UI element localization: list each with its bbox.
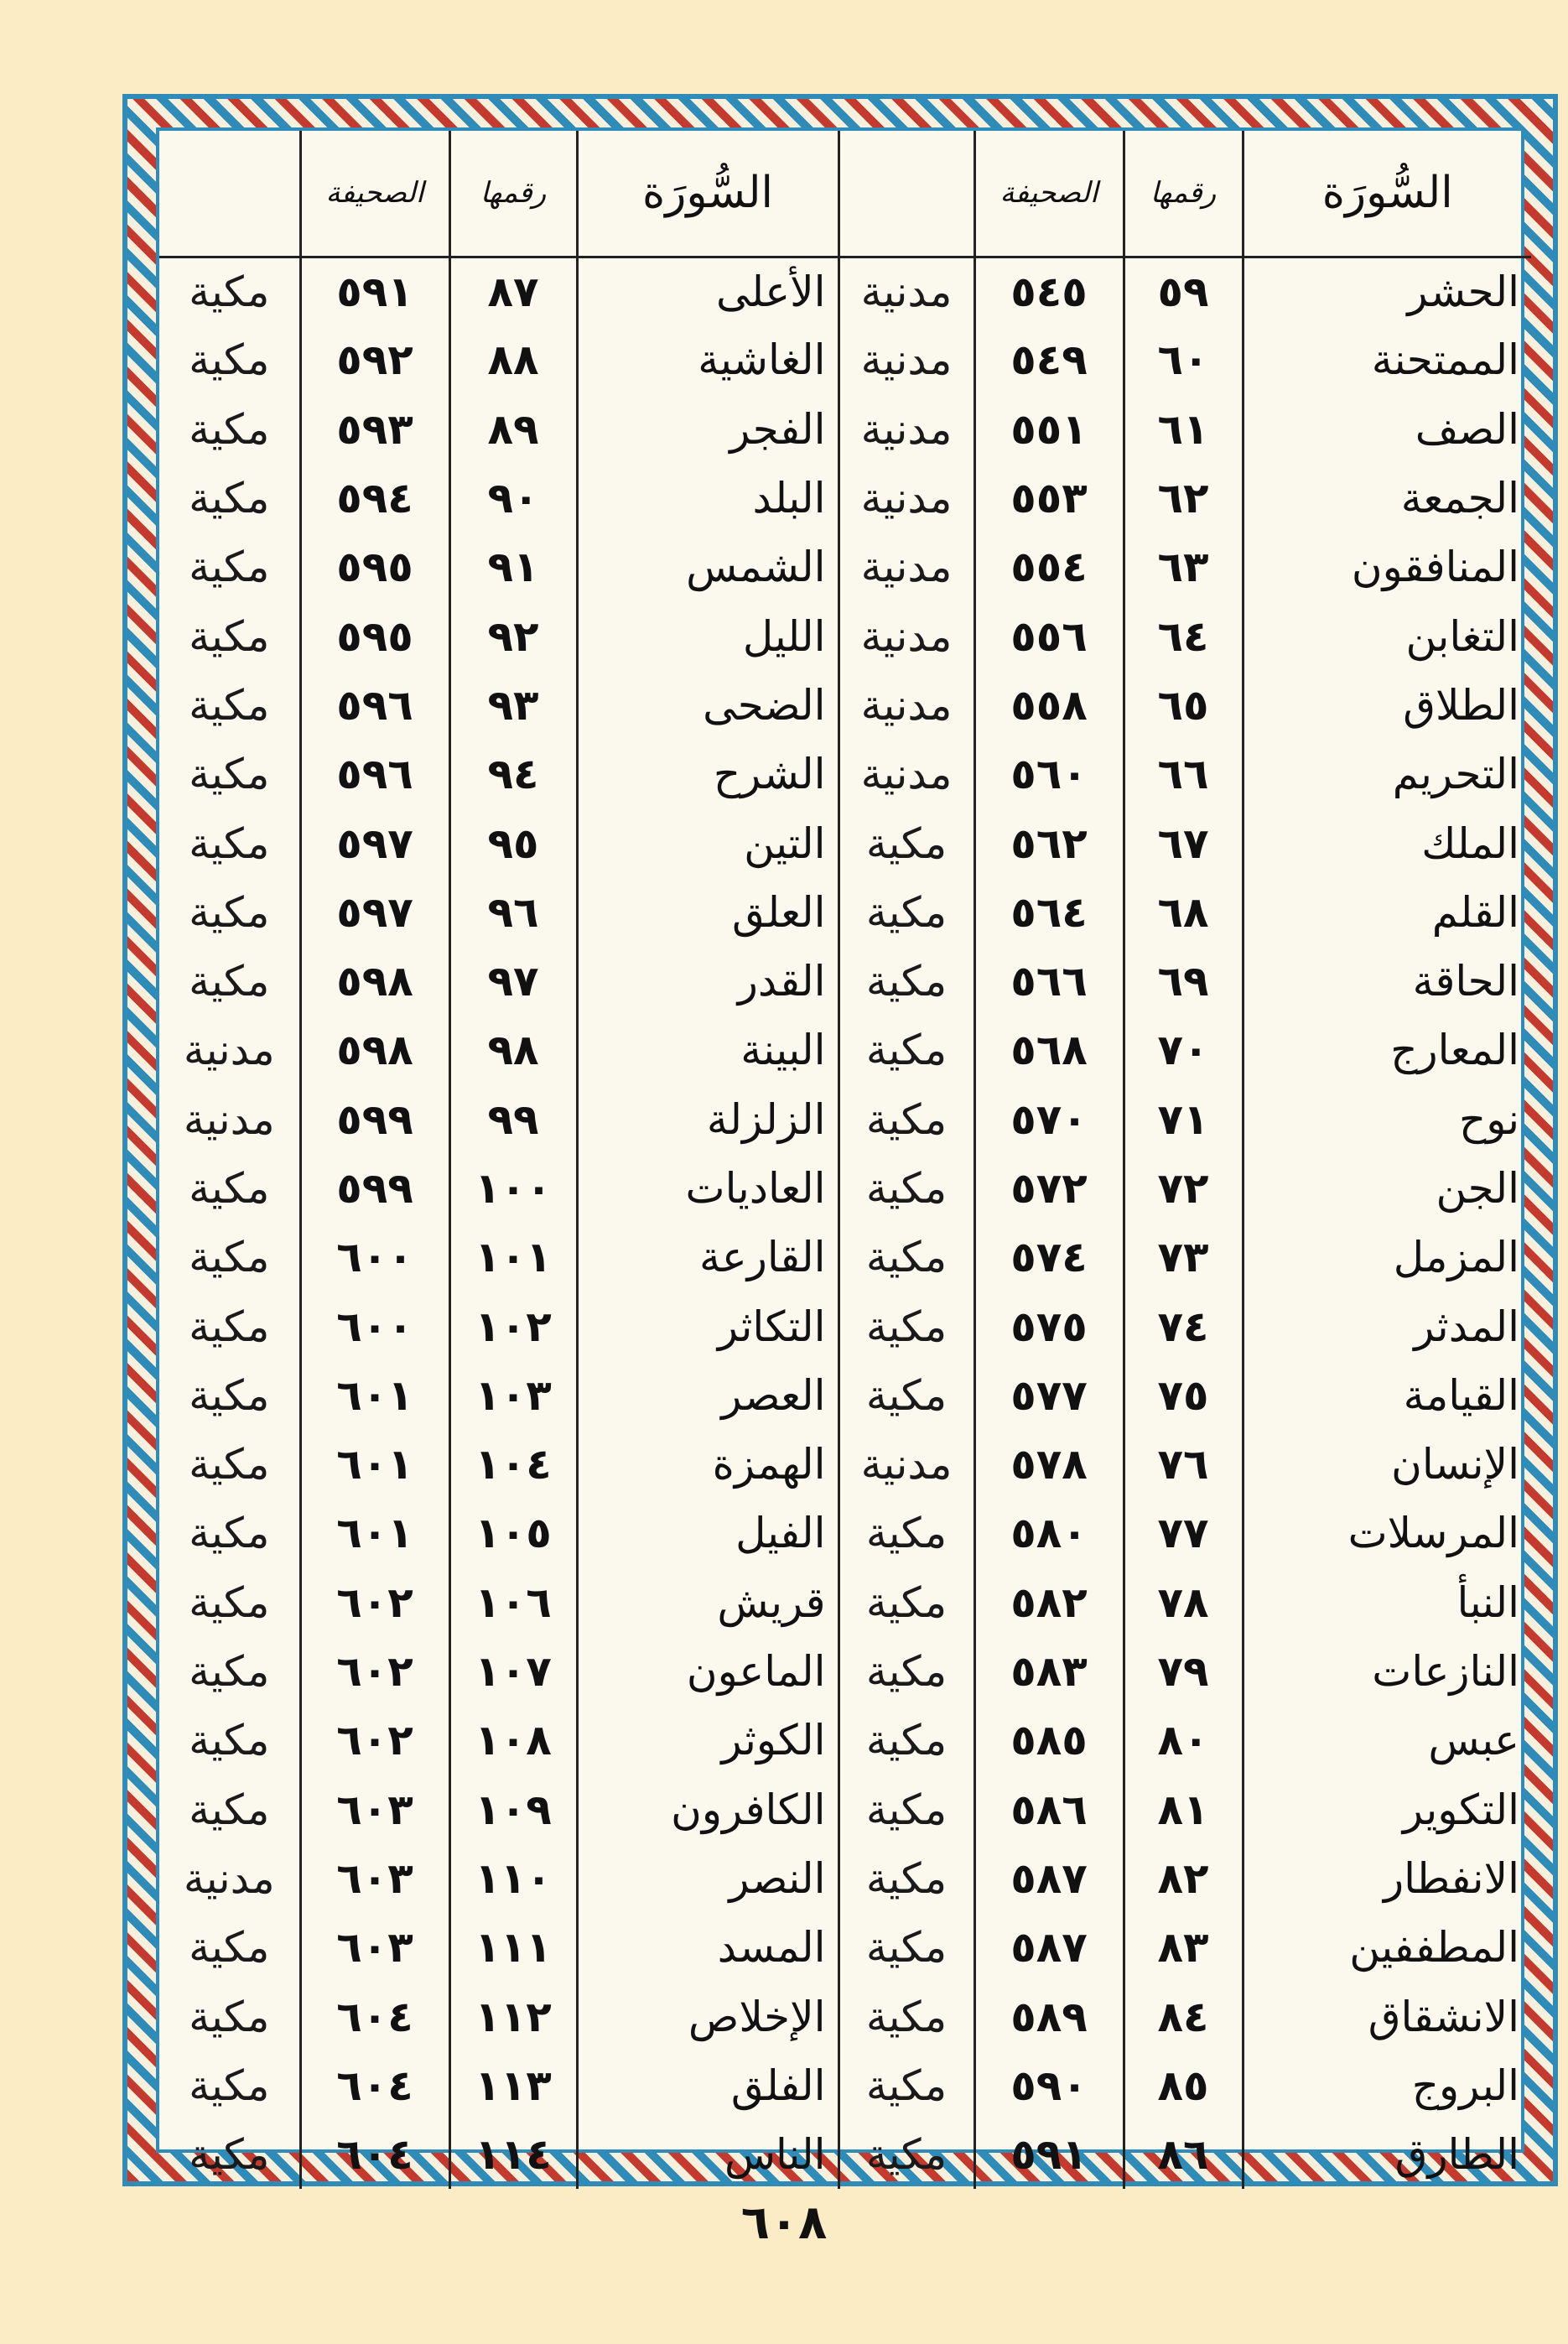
table-row: [159, 1154, 1531, 1223]
surah-name-right: التحريم: [1243, 740, 1531, 808]
surah-type-left: مكية: [189, 1509, 270, 1558]
surah-page-left: ٥٩١: [300, 257, 449, 325]
table-row: [159, 257, 1531, 325]
surah-name-left: الكوثر: [577, 1706, 839, 1775]
surah-name-left: الضحى: [577, 671, 839, 740]
surah-number-left: ٩٧: [449, 947, 577, 1016]
surah-type-right: مكية: [839, 878, 974, 947]
surah-number-right: ٨٣: [1124, 1913, 1243, 1982]
surah-page-left: ٦٠٤: [300, 1982, 449, 2050]
surah-type-left: مكية: [189, 335, 270, 385]
surah-name-left: التكاثر: [577, 1292, 839, 1360]
surah-type-left: مكية: [189, 404, 270, 454]
surah-page-left: ٥٩٨: [300, 1016, 449, 1084]
header-type-right-blank: [839, 131, 974, 257]
surah-number-left: ٨٨: [449, 325, 577, 394]
surah-type-right: مكية: [839, 2120, 974, 2189]
table-row: [159, 1706, 1531, 1775]
surah-page-right: ٥٤٩: [974, 325, 1124, 394]
surah-number-right: ٦١: [1124, 395, 1243, 464]
table-row: [159, 533, 1531, 601]
surah-type-left: مكية: [189, 1440, 270, 1489]
surah-page-left: ٦٠٤: [300, 2120, 449, 2189]
surah-type-left: مكية: [189, 887, 270, 937]
surah-number-left: ٩٠: [449, 464, 577, 533]
table-row: [159, 671, 1531, 740]
surah-name-right: الحاقة: [1243, 947, 1531, 1016]
surah-type-left: مكية: [189, 1164, 270, 1213]
page-number: ٦٠٨: [740, 2196, 828, 2250]
surah-number-right: ٦٦: [1124, 740, 1243, 808]
table-row: [159, 1913, 1531, 1982]
surah-type-left: مدنية: [183, 1853, 275, 1903]
surah-page-left: ٦٠١: [300, 1430, 449, 1499]
surah-page-right: ٥٧٠: [974, 1085, 1124, 1154]
table-row: [159, 1085, 1531, 1154]
surah-number-right: ٧٢: [1124, 1154, 1243, 1223]
surah-page-left: ٥٩٤: [300, 464, 449, 533]
surah-name-left: الإخلاص: [577, 1982, 839, 2050]
surah-name-right: الانفطار: [1243, 1844, 1531, 1913]
table-row: [159, 1499, 1531, 1567]
surah-page-left: ٦٠٠: [300, 1292, 449, 1360]
surah-name-left: العصر: [577, 1361, 839, 1430]
surah-type-right: مكية: [839, 1223, 974, 1292]
surah-type-right: مكية: [839, 1361, 974, 1430]
index-rows: [159, 257, 1531, 2189]
surah-number-left: ١١١: [449, 1913, 577, 1982]
surah-type-right: مكية: [839, 1775, 974, 1844]
table-row: [159, 1775, 1531, 1844]
surah-number-left: ٩٢: [449, 601, 577, 670]
surah-page-right: ٥٨٧: [974, 1844, 1124, 1913]
surah-name-left: الفلق: [577, 2051, 839, 2120]
surah-number-right: ٦٥: [1124, 671, 1243, 740]
surah-number-right: ٦٧: [1124, 808, 1243, 877]
surah-number-left: ١٠٩: [449, 1775, 577, 1844]
surah-number-left: ١١٤: [449, 2120, 577, 2189]
surah-number-left: ١٠٤: [449, 1430, 577, 1499]
surah-number-left: ٨٧: [449, 257, 577, 325]
surah-page-right: ٥٨٠: [974, 1499, 1124, 1567]
surah-type-left: مكية: [189, 750, 270, 799]
surah-number-left: ١١٢: [449, 1982, 577, 2050]
index-panel: [156, 127, 1524, 2180]
surah-page-left: ٦٠٠: [300, 1223, 449, 1292]
surah-type-left: مكية: [189, 2061, 270, 2110]
surah-name-right: البروج: [1243, 2051, 1531, 2120]
surah-name-right: المدثر: [1243, 1292, 1531, 1360]
surah-name-right: عبس: [1243, 1706, 1531, 1775]
surah-number-right: ٦٠: [1124, 325, 1243, 394]
table-row: [159, 1430, 1531, 1499]
surah-number-right: ٨٢: [1124, 1844, 1243, 1913]
surah-name-left: الفيل: [577, 1499, 839, 1567]
surah-page-left: ٥٩٥: [300, 601, 449, 670]
surah-name-left: الناس: [577, 2120, 839, 2189]
surah-type-left: مكية: [189, 2130, 270, 2180]
surah-name-left: الهمزة: [577, 1430, 839, 1499]
surah-page-left: ٥٩٦: [300, 671, 449, 740]
surah-type-right: مكية: [839, 947, 974, 1016]
surah-page-right: ٥٩١: [974, 2120, 1124, 2189]
surah-type-left: مدنية: [183, 1094, 275, 1144]
header-type-left-blank: [159, 131, 300, 257]
surah-page-right: ٥٥٨: [974, 671, 1124, 740]
surah-type-right: مكية: [839, 1844, 974, 1913]
surah-page-right: ٥٥٣: [974, 464, 1124, 533]
surah-type-left: مكية: [189, 1647, 270, 1697]
surah-page-left: ٥٩٧: [300, 878, 449, 947]
surah-page-left: ٦٠٢: [300, 1637, 449, 1706]
surah-name-left: القارعة: [577, 1223, 839, 1292]
table-row: [159, 2051, 1531, 2120]
surah-number-left: ١٠٥: [449, 1499, 577, 1567]
surah-number-right: ٨٠: [1124, 1706, 1243, 1775]
surah-type-right: مكية: [839, 1913, 974, 1982]
surah-number-right: ٧٠: [1124, 1016, 1243, 1084]
surah-page-left: ٥٩٥: [300, 533, 449, 601]
surah-type-left: مكية: [189, 1992, 270, 2041]
surah-number-right: ٨٤: [1124, 1982, 1243, 2050]
ornamental-border: [122, 94, 1558, 2186]
surah-type-left: مكية: [189, 1370, 270, 1420]
surah-name-right: الطارق: [1243, 2120, 1531, 2189]
header-number-left: رقمها: [449, 131, 577, 257]
surah-type-right: مدنية: [839, 533, 974, 601]
surah-page-right: ٥٥٤: [974, 533, 1124, 601]
surah-name-left: النصر: [577, 1844, 839, 1913]
surah-type-right: مكية: [839, 1706, 974, 1775]
surah-name-right: الطلاق: [1243, 671, 1531, 740]
surah-name-left: المسد: [577, 1913, 839, 1982]
surah-page-right: ٥٨٣: [974, 1637, 1124, 1706]
surah-page-right: ٥٦٢: [974, 808, 1124, 877]
surah-number-left: ١١٣: [449, 2051, 577, 2120]
table-row: [159, 808, 1531, 877]
surah-page-right: ٥٨٧: [974, 1913, 1124, 1982]
surah-type-right: مكية: [839, 1154, 974, 1223]
surah-type-right: مكية: [839, 1568, 974, 1637]
surah-page-left: ٥٩٧: [300, 808, 449, 877]
surah-name-right: المعارج: [1243, 1016, 1531, 1084]
surah-number-right: ٧٧: [1124, 1499, 1243, 1567]
table-row: [159, 464, 1531, 533]
surah-number-right: ٧٣: [1124, 1223, 1243, 1292]
table-row: [159, 1844, 1531, 1913]
surah-type-right: مكية: [839, 1016, 974, 1084]
surah-type-left: مكية: [189, 611, 270, 661]
surah-name-right: الإنسان: [1243, 1430, 1531, 1499]
surah-page-right: ٥٦٠: [974, 740, 1124, 808]
surah-name-left: الكافرون: [577, 1775, 839, 1844]
surah-number-right: ٨٥: [1124, 2051, 1243, 2120]
surah-type-right: مدنية: [839, 1430, 974, 1499]
surah-page-left: ٦٠٢: [300, 1568, 449, 1637]
header-row: [159, 131, 1531, 257]
surah-number-right: ٨٦: [1124, 2120, 1243, 2189]
table-row: [159, 1223, 1531, 1292]
surah-page-left: ٥٩٩: [300, 1154, 449, 1223]
surah-page-left: ٥٩٨: [300, 947, 449, 1016]
surah-type-left: مكية: [189, 1302, 270, 1351]
surah-number-left: ٩٦: [449, 878, 577, 947]
surah-page-right: ٥٧٥: [974, 1292, 1124, 1360]
surah-type-right: مكية: [839, 1085, 974, 1154]
surah-type-right: مكية: [839, 808, 974, 877]
surah-number-right: ٨١: [1124, 1775, 1243, 1844]
table-row: [159, 878, 1531, 947]
surah-name-left: الغاشية: [577, 325, 839, 394]
surah-type-left: مكية: [189, 1233, 270, 1282]
surah-page-right: ٥٦٤: [974, 878, 1124, 947]
surah-number-left: ٩٨: [449, 1016, 577, 1084]
surah-type-left: مدنية: [183, 1026, 275, 1075]
surah-name-right: المنافقون: [1243, 533, 1531, 601]
surah-type-right: مكية: [839, 1292, 974, 1360]
surah-name-right: المرسلات: [1243, 1499, 1531, 1567]
surah-type-right: مدنية: [839, 601, 974, 670]
header-surah-right: السُّورَة: [1243, 131, 1531, 257]
surah-number-left: ٩٣: [449, 671, 577, 740]
surah-name-right: المزمل: [1243, 1223, 1531, 1292]
surah-page-left: ٥٩٢: [300, 325, 449, 394]
table-row: [159, 947, 1531, 1016]
surah-number-left: ٩٥: [449, 808, 577, 877]
surah-type-left: مكية: [189, 543, 270, 592]
surah-number-left: ١٠٣: [449, 1361, 577, 1430]
surah-type-left: مكية: [189, 957, 270, 1006]
surah-name-right: الممتحنة: [1243, 325, 1531, 394]
surah-type-right: مدنية: [839, 395, 974, 464]
surah-name-right: التغابن: [1243, 601, 1531, 670]
surah-name-right: القيامة: [1243, 1361, 1531, 1430]
surah-index-table: [159, 131, 1531, 2189]
surah-type-right: مكية: [839, 1637, 974, 1706]
surah-type-right: مدنية: [839, 325, 974, 394]
surah-name-left: التين: [577, 808, 839, 877]
surah-name-left: قريش: [577, 1568, 839, 1637]
surah-page-right: ٥٧٨: [974, 1430, 1124, 1499]
surah-name-left: العلق: [577, 878, 839, 947]
header-number-right: رقمها: [1124, 131, 1243, 257]
surah-page-left: ٦٠٣: [300, 1775, 449, 1844]
surah-type-right: مدنية: [839, 671, 974, 740]
surah-number-right: ٧٦: [1124, 1430, 1243, 1499]
surah-name-right: الصف: [1243, 395, 1531, 464]
surah-name-right: الانشقاق: [1243, 1982, 1531, 2050]
surah-page-right: ٥٧٧: [974, 1361, 1124, 1430]
surah-number-right: ٧٥: [1124, 1361, 1243, 1430]
surah-name-left: الماعون: [577, 1637, 839, 1706]
surah-page-right: ٥٦٦: [974, 947, 1124, 1016]
surah-number-left: ١٠٠: [449, 1154, 577, 1223]
surah-number-right: ٦٩: [1124, 947, 1243, 1016]
surah-number-right: ٧٩: [1124, 1637, 1243, 1706]
surah-name-left: البينة: [577, 1016, 839, 1084]
surah-page-left: ٦٠٣: [300, 1844, 449, 1913]
surah-name-right: الجمعة: [1243, 464, 1531, 533]
header-page-right: الصحيفة: [974, 131, 1124, 257]
surah-type-right: مدنية: [839, 740, 974, 808]
surah-name-right: المطففين: [1243, 1913, 1531, 1982]
table-row: [159, 601, 1531, 670]
table-row: [159, 1982, 1531, 2050]
table-row: [159, 325, 1531, 394]
surah-page-right: ٥٤٥: [974, 257, 1124, 325]
surah-number-right: ٦٤: [1124, 601, 1243, 670]
surah-number-left: ١٠٢: [449, 1292, 577, 1360]
surah-page-left: ٦٠٣: [300, 1913, 449, 1982]
surah-type-left: مكية: [189, 1785, 270, 1834]
surah-page-right: ٥٧٢: [974, 1154, 1124, 1223]
surah-type-right: مكية: [839, 2051, 974, 2120]
surah-number-right: ٧١: [1124, 1085, 1243, 1154]
surah-page-left: ٦٠٤: [300, 2051, 449, 2120]
surah-type-right: مكية: [839, 1982, 974, 2050]
surah-page-left: ٥٩٩: [300, 1085, 449, 1154]
surah-page-left: ٦٠١: [300, 1499, 449, 1567]
surah-number-left: ١٠٦: [449, 1568, 577, 1637]
table-row: [159, 2120, 1531, 2189]
surah-number-right: ٧٤: [1124, 1292, 1243, 1360]
surah-page-right: ٥٧٤: [974, 1223, 1124, 1292]
surah-number-left: ١١٠: [449, 1844, 577, 1913]
surah-number-left: ٩٩: [449, 1085, 577, 1154]
header-surah-left: السُّورَة: [577, 131, 839, 257]
surah-name-right: الجن: [1243, 1154, 1531, 1223]
surah-type-right: مدنية: [839, 464, 974, 533]
surah-number-left: ٩٤: [449, 740, 577, 808]
table-row: [159, 1016, 1531, 1084]
surah-name-left: الشرح: [577, 740, 839, 808]
surah-name-right: النازعات: [1243, 1637, 1531, 1706]
surah-page-left: ٦٠٢: [300, 1706, 449, 1775]
surah-type-right: مدنية: [839, 257, 974, 325]
surah-number-left: ٩١: [449, 533, 577, 601]
table-row: [159, 1637, 1531, 1706]
surah-name-right: الملك: [1243, 808, 1531, 877]
surah-name-left: العاديات: [577, 1154, 839, 1223]
header-page-left: الصحيفة: [300, 131, 449, 257]
surah-type-left: مكية: [189, 819, 270, 868]
table-row: [159, 395, 1531, 464]
table-row: [159, 1568, 1531, 1637]
surah-number-left: ١٠١: [449, 1223, 577, 1292]
surah-name-left: القدر: [577, 947, 839, 1016]
surah-number-right: ٧٨: [1124, 1568, 1243, 1637]
surah-number-left: ١٠٧: [449, 1637, 577, 1706]
surah-page-right: ٥٨٥: [974, 1706, 1124, 1775]
surah-type-left: مكية: [189, 680, 270, 730]
surah-page-right: ٥٨٢: [974, 1568, 1124, 1637]
surah-page-right: ٥٨٩: [974, 1982, 1124, 2050]
surah-page-left: ٥٩٣: [300, 395, 449, 464]
surah-page-right: ٥٨٦: [974, 1775, 1124, 1844]
surah-page-right: ٥٦٨: [974, 1016, 1124, 1084]
surah-page-right: ٥٩٠: [974, 2051, 1124, 2120]
surah-name-left: الزلزلة: [577, 1085, 839, 1154]
surah-name-left: الفجر: [577, 395, 839, 464]
surah-number-right: ٦٢: [1124, 464, 1243, 533]
surah-number-left: ١٠٨: [449, 1706, 577, 1775]
surah-name-left: الشمس: [577, 533, 839, 601]
table-row: [159, 1292, 1531, 1360]
surah-page-right: ٥٥٦: [974, 601, 1124, 670]
surah-page-left: ٦٠١: [300, 1361, 449, 1430]
surah-type-left: مكية: [189, 267, 270, 316]
surah-type-left: مكية: [189, 1923, 270, 1972]
surah-name-right: نوح: [1243, 1085, 1531, 1154]
surah-name-left: الأعلى: [577, 257, 839, 325]
table-row: [159, 740, 1531, 808]
surah-name-left: الليل: [577, 601, 839, 670]
surah-type-left: مكية: [189, 1716, 270, 1765]
surah-number-right: ٥٩: [1124, 257, 1243, 325]
surah-name-right: الحشر: [1243, 257, 1531, 325]
surah-number-left: ٨٩: [449, 395, 577, 464]
surah-number-right: ٦٨: [1124, 878, 1243, 947]
surah-type-left: مكية: [189, 1577, 270, 1627]
surah-name-left: البلد: [577, 464, 839, 533]
surah-page-right: ٥٥١: [974, 395, 1124, 464]
surah-name-right: القلم: [1243, 878, 1531, 947]
surah-name-right: التكوير: [1243, 1775, 1531, 1844]
surah-page-left: ٥٩٦: [300, 740, 449, 808]
table-row: [159, 1361, 1531, 1430]
surah-type-left: مكية: [189, 474, 270, 523]
surah-type-right: مكية: [839, 1499, 974, 1567]
surah-number-right: ٦٣: [1124, 533, 1243, 601]
surah-name-right: النبأ: [1243, 1568, 1531, 1637]
